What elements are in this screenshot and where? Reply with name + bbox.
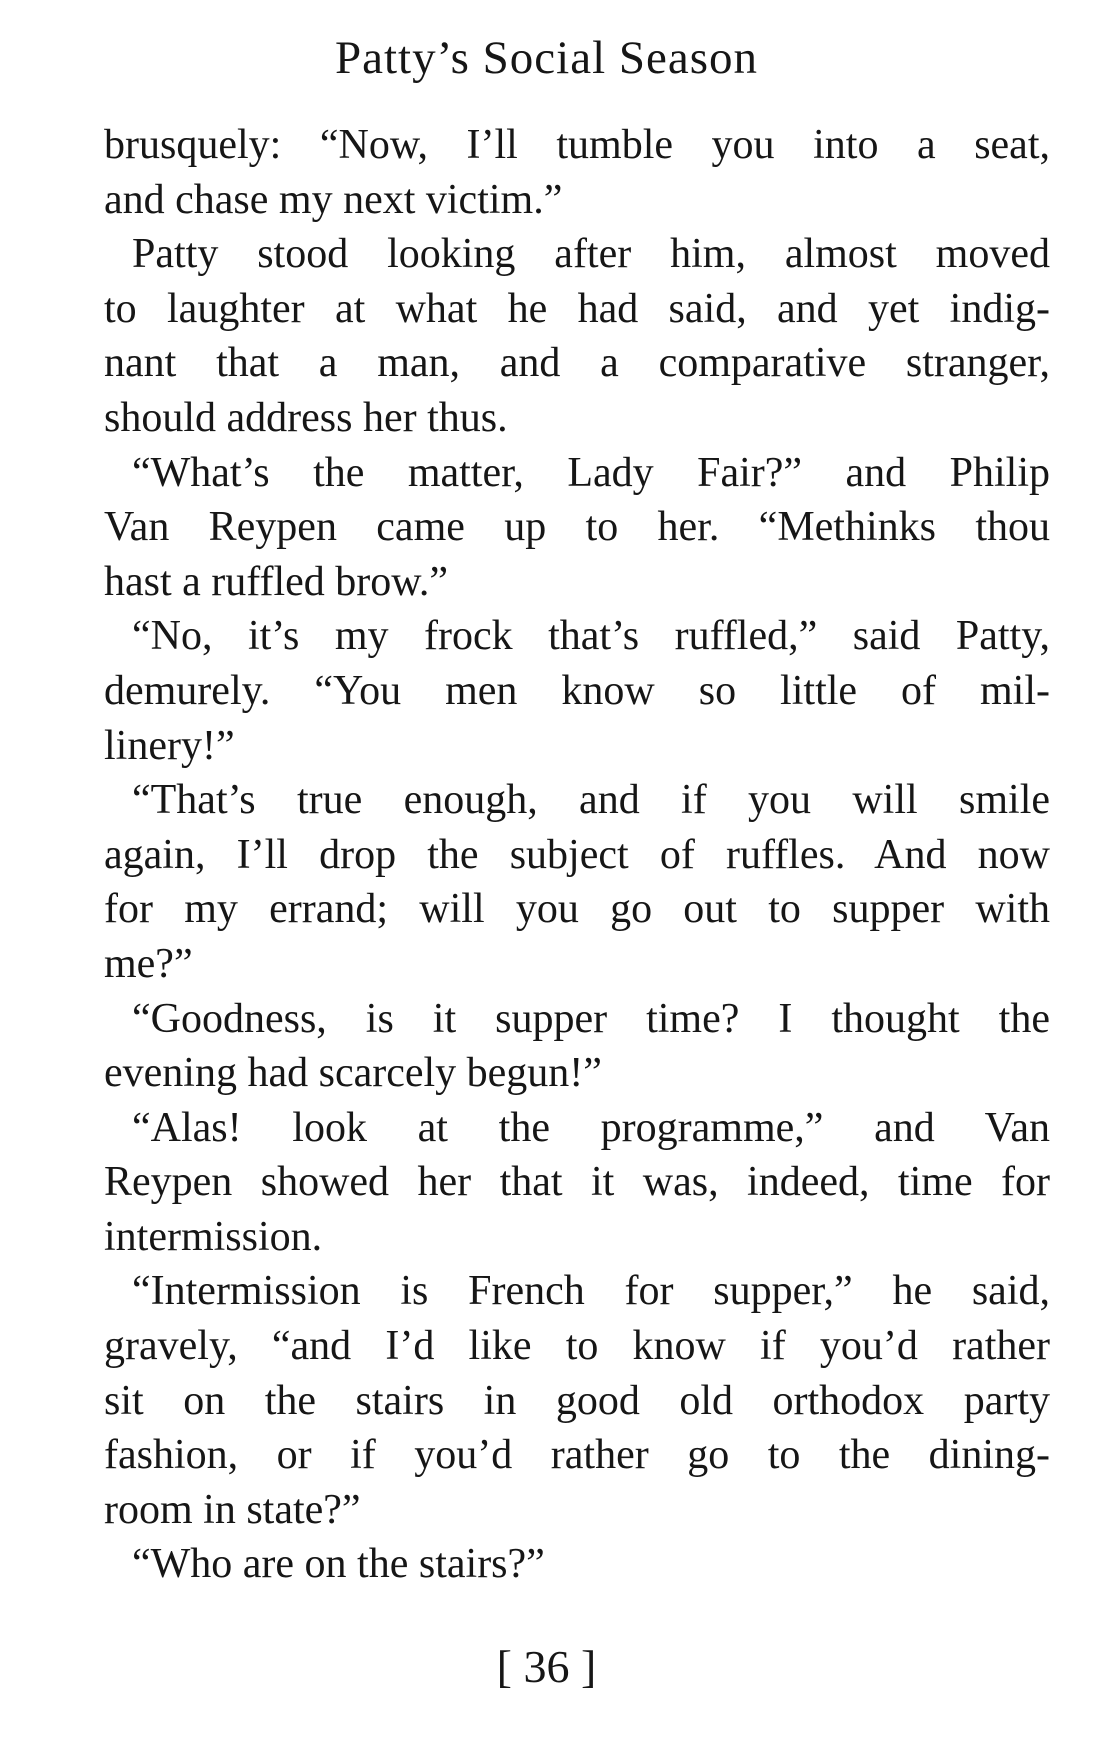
- running-title: Patty’s Social Season: [334, 32, 759, 84]
- text-line: room in state?”: [104, 1486, 361, 1533]
- text-line: to laughter at what he had said, and yet indig-: [104, 285, 1050, 332]
- text-line: for my errand; will you go out to supper with: [104, 886, 1050, 933]
- text-line: and chase my next victim.”: [104, 176, 563, 223]
- text-line: me?”: [104, 940, 193, 987]
- text-line: “That’s true enough, and if you will smile: [132, 777, 1050, 824]
- text-line: Patty stood looking after him, almost moved: [132, 231, 1050, 278]
- text-line: intermission.: [104, 1213, 323, 1260]
- text-line: should address her thus.: [104, 394, 508, 441]
- text-line: nant that a man, and a comparative stranger,: [104, 340, 1050, 387]
- text-line: hast a ruffled brow.”: [104, 558, 449, 605]
- text-line: again, I’ll drop the subject of ruffles. And now: [104, 831, 1050, 878]
- text-line: “Goodness, is it supper time? I thought the: [132, 995, 1050, 1042]
- body-text: [104, 118, 1050, 1592]
- text-line: sit on the stairs in good old orthodox party: [104, 1377, 1050, 1424]
- text-line: “Who are on the stairs?”: [132, 1541, 545, 1588]
- text-line: Van Reypen came up to her. “Methinks thou: [104, 504, 1050, 551]
- text-line: “What’s the matter, Lady Fair?” and Philip: [132, 449, 1050, 496]
- text-line: evening had scarcely begun!”: [104, 1050, 602, 1097]
- text-line: brusquely: “Now, I’ll tumble you into a seat,: [104, 122, 1050, 168]
- text-line: Reypen showed her that it was, indeed, time for: [104, 1159, 1050, 1206]
- text-line: “Intermission is French for supper,” he said,: [132, 1268, 1050, 1315]
- text-line: linery!”: [104, 722, 235, 769]
- text-line: “No, it’s my frock that’s ruffled,” said Patty,: [132, 613, 1050, 660]
- text-line: gravely, “and I’d like to know if you’d rather: [104, 1323, 1050, 1370]
- text-line: demurely. “You men know so little of mil-: [104, 667, 1050, 714]
- text-line: fashion, or if you’d rather go to the dining-: [104, 1432, 1050, 1479]
- page-number: [ 36 ]: [496, 1641, 597, 1692]
- text-line: “Alas! look at the programme,” and Van: [132, 1104, 1050, 1151]
